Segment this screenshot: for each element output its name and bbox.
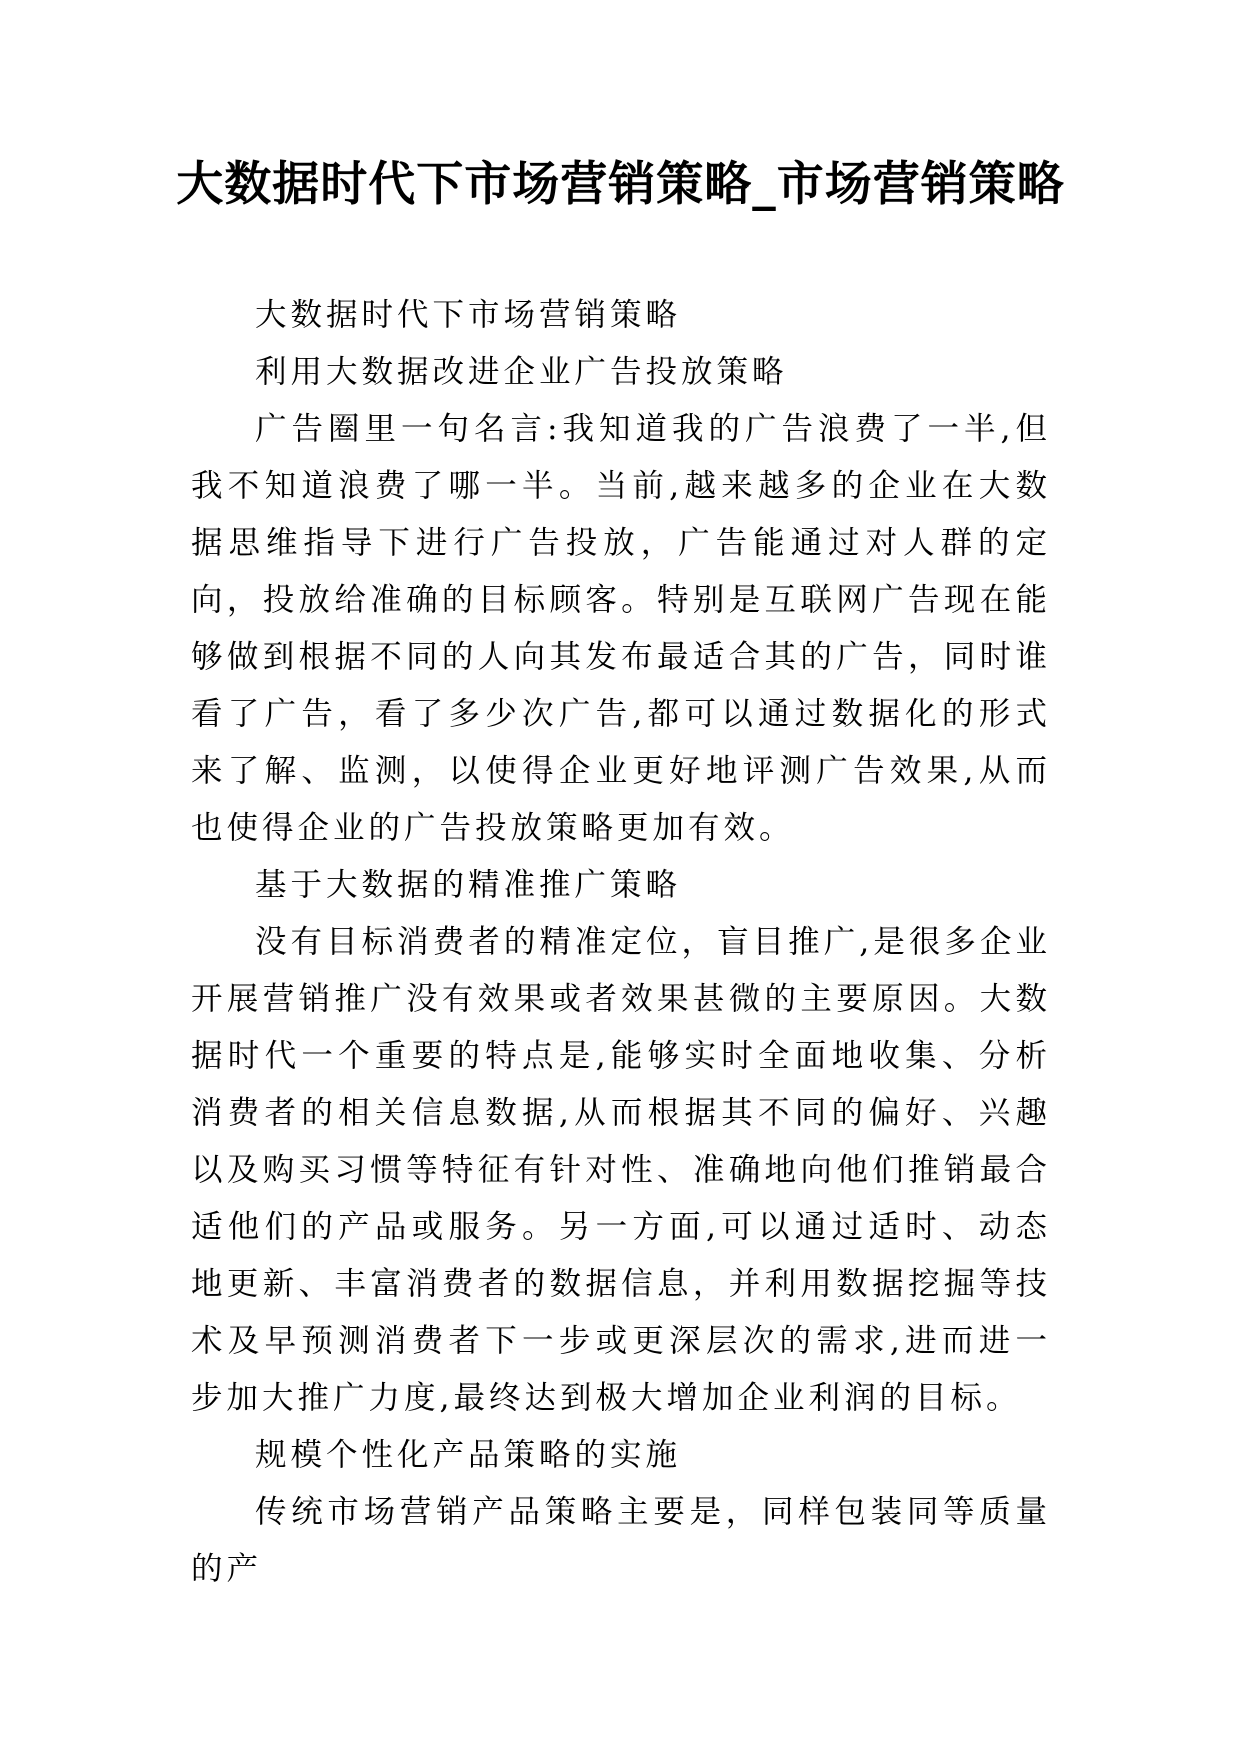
paragraph-heading-product: 规模个性化产品策略的实施: [255, 1437, 682, 1473]
document-title: 大数据时代下市场营销策略_市场营销策略: [176, 157, 1065, 212]
paragraph-heading-precision: 基于大数据的精准推广策略: [255, 867, 682, 903]
paragraph-heading-main: 大数据时代下市场营销策略: [255, 297, 682, 333]
paragraph-ad-strategy: 广告圈里一句名言:我知道我的广告浪费了一半,但我不知道浪费了哪一半。当前,越来越多的企业在大数据思维指导下进行广告投放，广告能通过对人群的定向，投放给准确的目标顾客。特别是互联网广告现在能够做到根据不同的人向其发布最适合其的广告，同时谁看了广告，看了多少次广告,都可以通过数据化的形式来了解、监测，以使得企业更好地评测广告效果,从而也使得企业的广告投放策略更加有效。: [191, 411, 1051, 846]
paragraph-heading-ad-strategy: 利用大数据改进企业广告投放策略: [255, 354, 788, 390]
paragraph-precision: 没有目标消费者的精准定位，盲目推广,是很多企业开展营销推广没有效果或者效果甚微的主要原因。大数据时代一个重要的特点是,能够实时全面地收集、分析消费者的相关信息数据,从而根据其不同的偏好、兴趣以及购买习惯等特征有针对性、准确地向他们推销最合适他们的产品或服务。另一方面,可以通过适时、动态地更新、丰富消费者的数据信息，并利用数据挖掘等技术及早预测消费者下一步或更深层次的需求,进而进一步加大推广力度,最终达到极大增加企业利润的目标。: [191, 924, 1051, 1416]
document-body: [191, 287, 1051, 1598]
paragraph-product: 传统市场营销产品策略主要是，同样包装同等质量的产: [191, 1494, 1051, 1587]
